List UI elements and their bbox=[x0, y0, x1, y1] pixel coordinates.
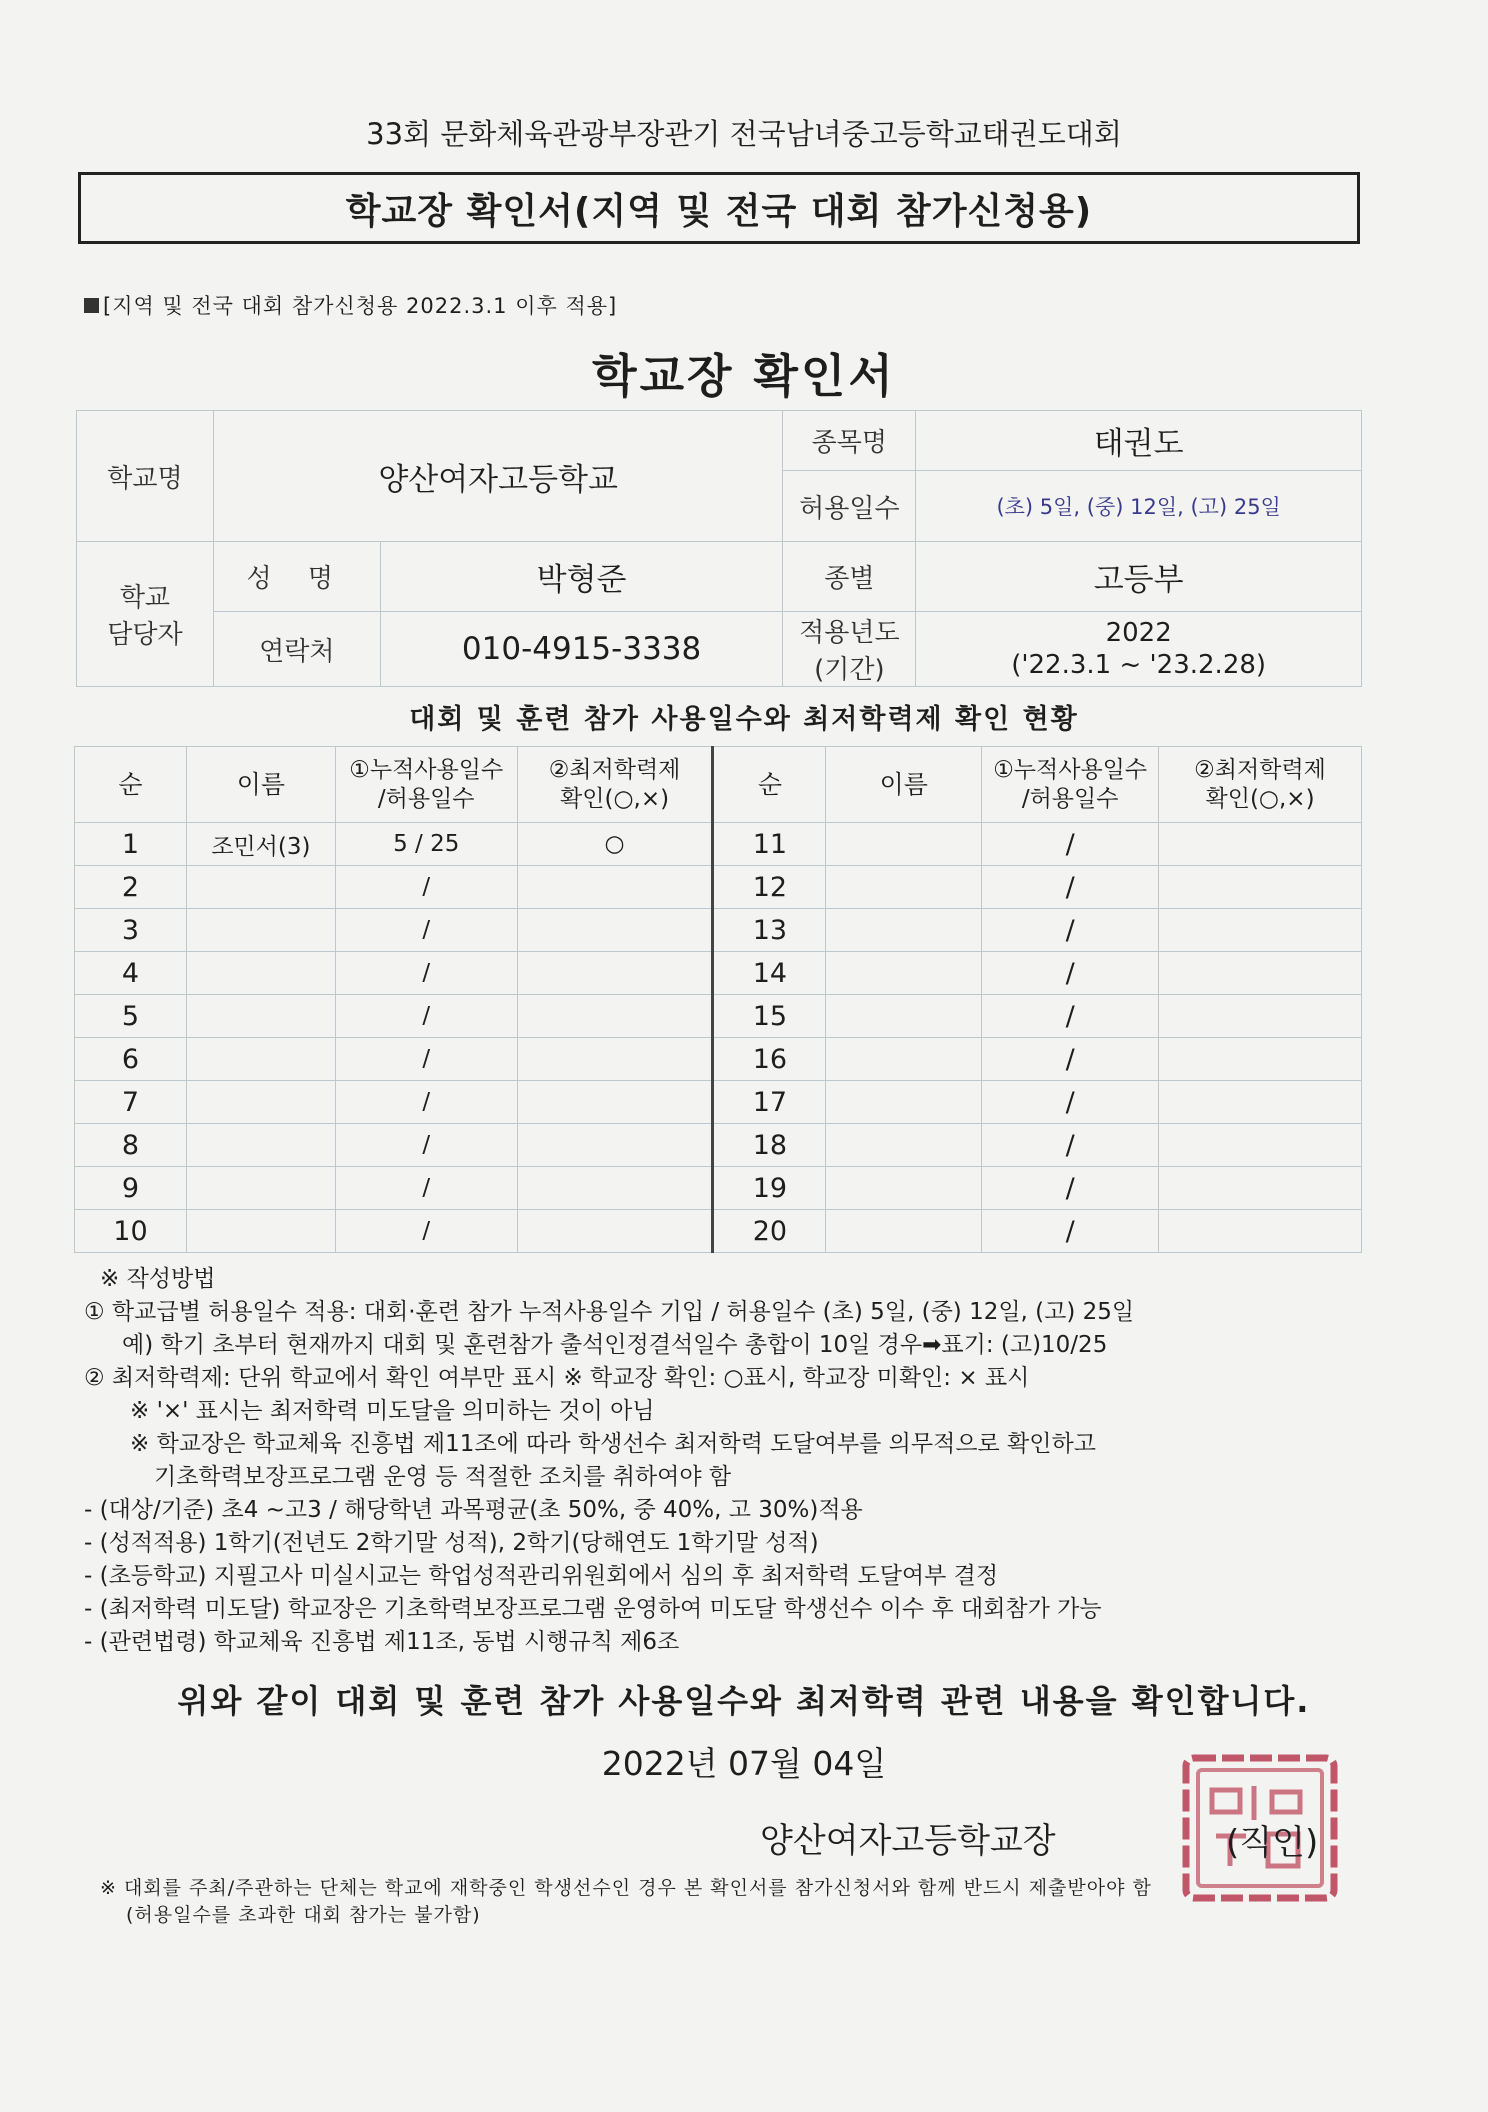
header-days-right-line1: ①누적사용일수 bbox=[993, 756, 1148, 783]
person-name-label: 성 명 bbox=[213, 542, 380, 612]
header-days-left-line1: ①누적사용일수 bbox=[349, 756, 504, 783]
allowed-days-value: (초) 5일, (중) 12일, (고) 25일 bbox=[916, 471, 1362, 542]
confirmation-text: 위와 같이 대회 및 훈련 참가 사용일수와 최저학력 관련 내용을 확인합니다. bbox=[177, 1682, 1311, 1720]
days-used-cell: / bbox=[982, 1167, 1159, 1210]
row-number: 2 bbox=[75, 866, 187, 909]
participant-name bbox=[826, 909, 982, 952]
row-number: 20 bbox=[713, 1210, 826, 1253]
days-used-cell: / bbox=[982, 1124, 1159, 1167]
academic-check-cell bbox=[517, 909, 713, 952]
header-academic-right-line1: ②최저학력제 bbox=[1194, 756, 1326, 783]
contact-person-label-line1: 학교 bbox=[119, 583, 171, 613]
participant-name bbox=[826, 866, 982, 909]
academic-check-cell bbox=[517, 1167, 713, 1210]
participant-name bbox=[186, 1081, 335, 1124]
header-no-right: 순 bbox=[713, 747, 826, 823]
academic-check-cell bbox=[1159, 909, 1362, 952]
instruction-bullet-4: - (최저학력 미도달) 학교장은 기초학력보장프로그램 운영하여 미도달 학생선수 이수 후 대회참가 가능 bbox=[84, 1596, 1102, 1622]
principal-name: 양산여자고등학교장 bbox=[760, 1821, 1056, 1861]
row-number: 10 bbox=[75, 1210, 187, 1253]
days-used-cell: / bbox=[335, 995, 517, 1038]
days-used-cell: / bbox=[982, 1081, 1159, 1124]
days-used-cell: / bbox=[982, 1210, 1159, 1253]
header-no-left: 순 bbox=[75, 747, 187, 823]
sport-value: 태권도 bbox=[916, 411, 1362, 471]
header-days-right bbox=[982, 747, 1159, 823]
academic-check-cell bbox=[1159, 823, 1362, 866]
row-number: 13 bbox=[713, 909, 826, 952]
header-name-left: 이름 bbox=[186, 747, 335, 823]
academic-check-cell bbox=[1159, 1038, 1362, 1081]
event-title: 33회 문화체육관광부장관기 전국남녀중고등학교태권도대회 bbox=[366, 117, 1122, 151]
table-row bbox=[75, 1081, 1362, 1124]
status-heading: 대회 및 훈련 참가 사용일수와 최저학력제 확인 현황 bbox=[409, 704, 1079, 735]
year-label-line2: (기간) bbox=[814, 655, 885, 685]
main-title: 학교장 확인서 bbox=[592, 349, 896, 403]
days-used-cell: / bbox=[335, 1167, 517, 1210]
school-name-label: 학교명 bbox=[77, 411, 214, 542]
year-period: ('22.3.1 ~ '23.2.28) bbox=[1011, 650, 1267, 680]
days-used-cell: / bbox=[335, 909, 517, 952]
roster-body bbox=[75, 823, 1362, 1253]
division-value: 고등부 bbox=[916, 542, 1362, 612]
academic-check-cell bbox=[517, 995, 713, 1038]
year-value bbox=[916, 612, 1362, 687]
footer-note-line1: ※ 대회를 주최/주관하는 단체는 학교에 재학중인 학생선수인 경우 본 확인서를 참가신청서와 함께 반드시 제출받아야 함 bbox=[100, 1877, 1152, 1899]
row-number: 6 bbox=[75, 1038, 187, 1081]
sport-label: 종목명 bbox=[783, 411, 916, 471]
days-used-cell: / bbox=[335, 1124, 517, 1167]
row-number: 3 bbox=[75, 909, 187, 952]
academic-check-cell bbox=[1159, 1167, 1362, 1210]
days-used-cell: 5 / 25 bbox=[335, 823, 517, 866]
division-label: 종별 bbox=[783, 542, 916, 612]
row-number: 16 bbox=[713, 1038, 826, 1081]
days-used-cell: / bbox=[982, 823, 1159, 866]
academic-check-cell bbox=[517, 1038, 713, 1081]
row-number: 12 bbox=[713, 866, 826, 909]
table-row bbox=[75, 952, 1362, 995]
row-number: 14 bbox=[713, 952, 826, 995]
row-number: 15 bbox=[713, 995, 826, 1038]
instruction-item-2: ② 최저학력제: 단위 학교에서 확인 여부만 표시 ※ 학교장 확인: ○표시, 학교장 미확인: × 표시 bbox=[84, 1365, 1030, 1391]
instruction-bullet-2: - (성적적용) 1학기(전년도 2학기말 성적), 2학기(당해연도 1학기말 성적) bbox=[84, 1530, 819, 1556]
row-number: 8 bbox=[75, 1124, 187, 1167]
year-number: 2022 bbox=[1105, 618, 1172, 648]
participant-name bbox=[186, 866, 335, 909]
days-used-cell: / bbox=[335, 866, 517, 909]
table-row bbox=[75, 866, 1362, 909]
academic-check-cell: ○ bbox=[517, 823, 713, 866]
allowed-days-label: 허용일수 bbox=[783, 471, 916, 542]
participant-name bbox=[186, 952, 335, 995]
days-used-cell: / bbox=[335, 1081, 517, 1124]
participant-name bbox=[826, 823, 982, 866]
instruction-item-1-example: 예) 학기 초부터 현재까지 대회 및 훈련참가 출석인정결석일수 총합이 10일 경우➡표기: (고)10/25 bbox=[122, 1332, 1108, 1358]
table-row bbox=[75, 1124, 1362, 1167]
instruction-note-2a: ※ 학교장은 학교체육 진흥법 제11조에 따라 학생선수 최저학력 도달여부를 의무적으로 확인하고 bbox=[130, 1431, 1096, 1457]
participant-name bbox=[186, 1038, 335, 1081]
days-used-cell: / bbox=[982, 909, 1159, 952]
academic-check-cell bbox=[517, 952, 713, 995]
academic-check-cell bbox=[517, 1124, 713, 1167]
table-row bbox=[75, 909, 1362, 952]
instruction-bullet-1: - (대상/기준) 초4 ~고3 / 해당학년 과목평균(초 50%, 중 40%, 고 30%)적용 bbox=[84, 1497, 863, 1523]
days-used-cell: / bbox=[982, 952, 1159, 995]
instruction-bullet-5: - (관련법령) 학교체육 진흥법 제11조, 동법 시행규칙 제6조 bbox=[84, 1629, 680, 1655]
days-used-cell: / bbox=[982, 866, 1159, 909]
row-number: 5 bbox=[75, 995, 187, 1038]
academic-check-cell bbox=[1159, 1124, 1362, 1167]
days-used-cell: / bbox=[335, 1038, 517, 1081]
participant-name bbox=[826, 995, 982, 1038]
applicability-note bbox=[84, 290, 617, 320]
days-used-cell: / bbox=[335, 952, 517, 995]
instruction-item-1: ① 학교급별 허용일수 적용: 대회·훈련 참가 누적사용일수 기입 / 허용일수 (초) 5일, (중) 12일, (고) 25일 bbox=[84, 1299, 1135, 1325]
participant-name bbox=[826, 1167, 982, 1210]
instruction-note-1: ※ '×' 표시는 최저학력 미도달을 의미하는 것이 아님 bbox=[130, 1398, 655, 1424]
phone-label: 연락처 bbox=[213, 612, 380, 687]
participant-name: 조민서(3) bbox=[186, 823, 335, 866]
table-row bbox=[75, 1167, 1362, 1210]
row-number: 1 bbox=[75, 823, 187, 866]
participant-name bbox=[826, 1210, 982, 1253]
participant-name bbox=[826, 1081, 982, 1124]
table-row bbox=[75, 823, 1362, 866]
year-label bbox=[783, 612, 916, 687]
row-number: 7 bbox=[75, 1081, 187, 1124]
header-days-left-line2: /허용일수 bbox=[377, 785, 475, 812]
year-label-line1: 적용년도 bbox=[799, 618, 900, 648]
footer-note-line2: (허용일수를 초과한 대회 참가는 불가함) bbox=[126, 1904, 481, 1926]
academic-check-cell bbox=[1159, 866, 1362, 909]
footer-note bbox=[100, 1875, 1152, 1929]
participant-name bbox=[186, 909, 335, 952]
instructions-title: ※ 작성방법 bbox=[100, 1266, 216, 1292]
participant-name bbox=[826, 1038, 982, 1081]
participant-name bbox=[186, 1167, 335, 1210]
contact-person-label-line2: 담당자 bbox=[107, 620, 183, 650]
roster-table bbox=[74, 746, 1362, 1253]
row-number: 18 bbox=[713, 1124, 826, 1167]
academic-check-cell bbox=[517, 1081, 713, 1124]
participant-name bbox=[826, 952, 982, 995]
academic-check-cell bbox=[1159, 1081, 1362, 1124]
school-info-table bbox=[76, 410, 1362, 687]
header-academic-left-line1: ②최저학력제 bbox=[548, 756, 681, 783]
participant-name bbox=[826, 1124, 982, 1167]
days-used-cell: / bbox=[982, 995, 1159, 1038]
participant-name bbox=[186, 1124, 335, 1167]
seal-label: (직인) bbox=[1226, 1823, 1319, 1863]
academic-check-cell bbox=[1159, 995, 1362, 1038]
participant-name bbox=[186, 995, 335, 1038]
table-row bbox=[75, 1210, 1362, 1253]
academic-check-cell bbox=[517, 866, 713, 909]
table-row bbox=[75, 1038, 1362, 1081]
header-academic-right bbox=[1159, 747, 1362, 823]
participant-name bbox=[186, 1210, 335, 1253]
row-number: 4 bbox=[75, 952, 187, 995]
square-bullet-icon bbox=[84, 298, 99, 313]
days-used-cell: / bbox=[335, 1210, 517, 1253]
instructions bbox=[84, 1263, 1384, 1659]
instruction-bullet-3: - (초등학교) 지필고사 미실시교는 학업성적관리위원회에서 심의 후 최저학력 도달여부 결정 bbox=[84, 1563, 999, 1589]
school-name-value: 양산여자고등학교 bbox=[213, 411, 783, 542]
person-name-value: 박형준 bbox=[380, 542, 783, 612]
document-date: 2022년 07월 04일 bbox=[601, 1744, 887, 1783]
header-days-right-line2: /허용일수 bbox=[1021, 785, 1119, 812]
table-row bbox=[75, 995, 1362, 1038]
phone-value: 010-4915-3338 bbox=[380, 612, 783, 687]
academic-check-cell bbox=[517, 1210, 713, 1253]
document-title: 학교장 확인서(지역 및 전국 대회 참가신청용) bbox=[78, 172, 1360, 244]
academic-check-cell bbox=[1159, 1210, 1362, 1253]
academic-check-cell bbox=[1159, 952, 1362, 995]
days-used-cell: / bbox=[982, 1038, 1159, 1081]
header-academic-right-line2: 확인(○,×) bbox=[1205, 785, 1315, 812]
header-academic-left-line2: 확인(○,×) bbox=[560, 785, 670, 812]
row-number: 11 bbox=[713, 823, 826, 866]
header-name-right: 이름 bbox=[826, 747, 982, 823]
contact-person-label bbox=[77, 542, 214, 687]
row-number: 9 bbox=[75, 1167, 187, 1210]
row-number: 19 bbox=[713, 1167, 826, 1210]
row-number: 17 bbox=[713, 1081, 826, 1124]
header-days-left bbox=[335, 747, 517, 823]
instruction-note-2b: 기초학력보장프로그램 운영 등 적절한 조치를 취하여야 함 bbox=[154, 1464, 732, 1490]
applicability-note-text: [지역 및 전국 대회 참가신청용 2022.3.1 이후 적용] bbox=[103, 294, 618, 318]
header-academic-left bbox=[517, 747, 713, 823]
